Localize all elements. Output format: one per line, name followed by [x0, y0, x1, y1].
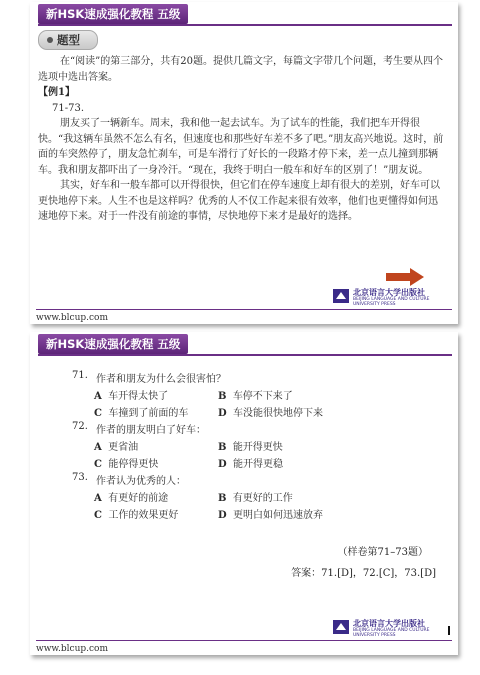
options-row: [72, 387, 446, 404]
publisher-name-en: BEIJING LANGUAGE AND CULTURE UNIVERSITY PRESS: [353, 628, 430, 638]
options-row: [72, 404, 446, 421]
question-text: 作者和朋友为什么会很害怕？: [96, 374, 226, 385]
question-text: 作者的朋友明白了好车：: [96, 425, 206, 436]
book-title-banner: 新HSK速成强化教程 五级: [38, 4, 188, 24]
passage-paragraph-2: 其实，好车和一般车都可以开得很快，但它们在停车速度上却有很大的差别，好车可以更快地停下来。人生不也是这样吗？优秀的人不仅工作起来很有效率，他们也更懂得如何迅速地停下来。对于一件没有前途的事情，尽快地停下来才是最好的选择。: [38, 180, 440, 222]
page-two: [30, 332, 458, 655]
option-a[interactable]: A 更省油: [94, 442, 139, 453]
footer-divider: [36, 309, 452, 310]
option-a[interactable]: A 车开得太快了: [94, 391, 169, 402]
publisher-name-cn: 北京语言大学出版社: [353, 287, 425, 297]
options-row: [72, 489, 446, 506]
option-b[interactable]: B 车停不下来了: [218, 391, 293, 402]
option-d[interactable]: D 更明白如何迅速放弃: [218, 510, 324, 521]
source-note: （样卷第71–73题）: [337, 547, 428, 558]
option-d[interactable]: D 车没能很快地停下来: [218, 408, 324, 419]
question-number: 72.: [72, 421, 88, 432]
page-one: [30, 2, 458, 324]
page-edge-mark: [448, 626, 450, 635]
question-72: [72, 421, 446, 438]
question-73: [72, 472, 446, 489]
question-number: 71.: [72, 370, 88, 381]
options-row: [72, 455, 446, 472]
publisher-emblem-icon: [332, 287, 350, 305]
publisher-name-en: BEIJING LANGUAGE AND CULTURE UNIVERSITY PRESS: [353, 297, 430, 307]
option-c[interactable]: C 工作的效果更好: [94, 510, 179, 521]
passage-paragraph-1: 朋友买了一辆新车。周末，我和他一起去试车。为了试车的性能，我们把车开得很快。“我这辆车虽然不怎么有名，但速度也和那些好车差不多了吧。”朋友高兴地说。这时，前面的车突然停了，朋友急忙刹车，可是车滑行了好长的一段路才停下来，差一点儿撞到那辆车。我和朋友都吓出了一身冷汗。“现在，我终于明白一般车和好车的区别了！”朋友说。: [38, 118, 444, 176]
section-label-pill: [38, 30, 98, 50]
answer-key: 答案：71.[D]，72.[C]，73.[D]: [291, 568, 436, 579]
website-url[interactable]: www.blcup.com: [36, 644, 108, 654]
book-title-banner: 新HSK速成强化教程 五级: [38, 334, 188, 354]
option-d[interactable]: D 能开得更稳: [218, 459, 284, 470]
question-range: 71-73.: [52, 102, 85, 114]
question-71: [72, 370, 446, 387]
options-row: [72, 438, 446, 455]
options-row: [72, 506, 446, 523]
publisher-logo: [332, 287, 444, 307]
option-a[interactable]: A 有更好的前途: [94, 493, 169, 504]
publisher-emblem-icon: [332, 618, 350, 636]
banner-divider: [38, 24, 452, 26]
question-text: 作者认为优秀的人：: [96, 476, 186, 487]
banner-divider: [38, 354, 452, 356]
instructions-block: [38, 54, 446, 225]
section-label: 题型: [57, 33, 80, 47]
footer-divider: [36, 640, 452, 641]
website-url[interactable]: www.blcup.com: [36, 313, 108, 323]
option-c[interactable]: C 能停得更快: [94, 459, 159, 470]
option-c[interactable]: C 车撞到了前面的车: [94, 408, 189, 419]
bullet-icon: [47, 37, 53, 43]
question-number: 73.: [72, 472, 88, 483]
option-b[interactable]: B 能开得更快: [218, 442, 283, 453]
publisher-logo: [332, 618, 444, 638]
publisher-name-cn: 北京语言大学出版社: [353, 618, 425, 628]
option-b[interactable]: B 有更好的工作: [218, 493, 293, 504]
next-page-arrow-icon[interactable]: [386, 268, 424, 286]
example-label: 【例1】: [38, 87, 75, 98]
intro-paragraph: 在“阅读”的第三部分，共有20题。提供几篇文字，每篇文字带几个问题，考生要从四个选项中选出答案。: [38, 56, 443, 83]
question-list: [72, 370, 446, 523]
